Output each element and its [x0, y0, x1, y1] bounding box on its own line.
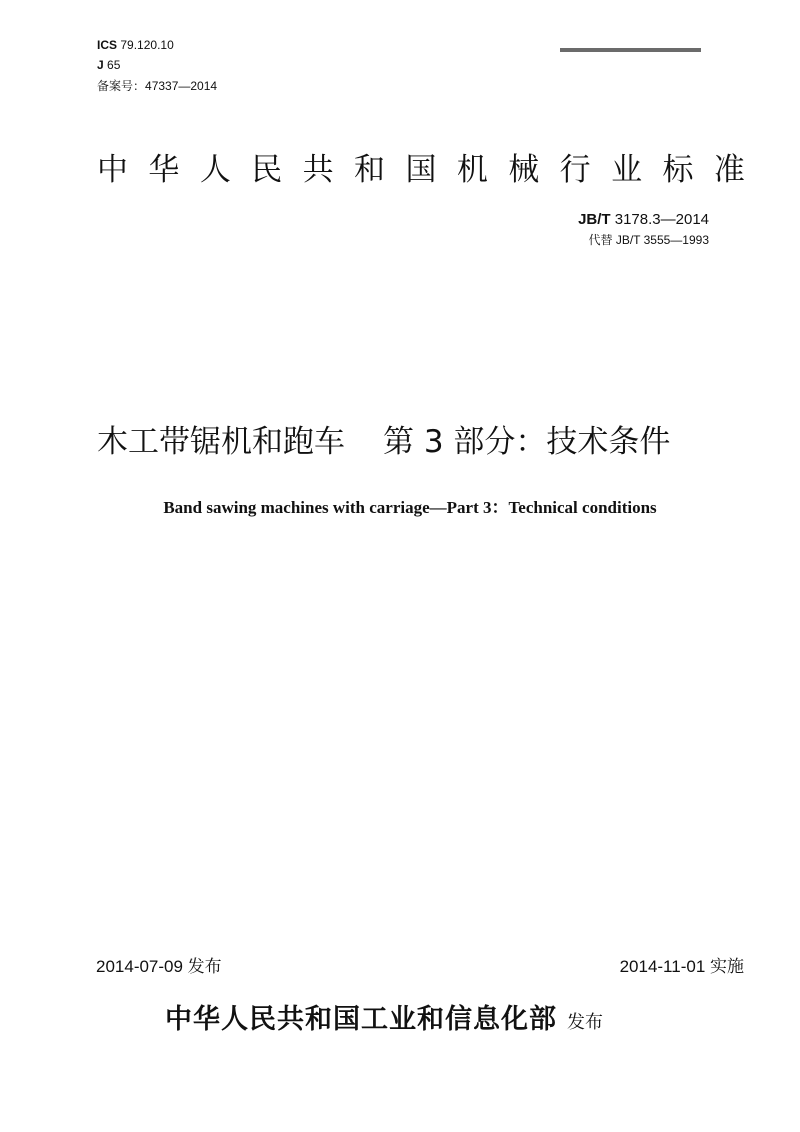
classification-prefix: J: [97, 58, 104, 72]
org-char: 业: [611, 152, 643, 188]
publisher: [165, 1002, 603, 1041]
org-char: 共: [302, 152, 334, 188]
org-char: 和: [354, 152, 386, 188]
classification-code: [97, 58, 120, 72]
document-title-chinese: [97, 422, 670, 462]
publisher-action: 发布: [567, 1012, 603, 1033]
standard-code-number: 3178.3—2014: [614, 211, 709, 228]
record-number: [97, 79, 217, 93]
publisher-organization: 中华人民共和国工业和信息化部: [165, 1004, 557, 1035]
standard-code-prefix: JB/T: [578, 211, 611, 228]
standard-organization-title: [97, 150, 745, 190]
org-char: 械: [508, 152, 540, 188]
header-rule: [560, 48, 701, 52]
record-label: 备案号：: [97, 79, 146, 93]
org-char: 行: [559, 152, 591, 188]
standard-number: [578, 211, 709, 229]
org-char: 准: [713, 152, 745, 188]
title-part: 第 3 部分：技术条件: [383, 424, 671, 460]
org-char: 国: [405, 152, 437, 188]
implementation-date: 2014-11-01 实施: [619, 957, 744, 976]
org-char: 标: [662, 152, 694, 188]
issue-date: 2014-07-09 发布: [96, 957, 222, 976]
org-char: 人: [199, 152, 231, 188]
ics-number: 79.120.10: [120, 38, 174, 52]
document-title-english: Band sawing machines with carriage—Part 3：Technical conditions: [163, 498, 657, 517]
classification-number: 65: [107, 58, 121, 72]
org-char: 华: [148, 152, 180, 188]
record-value: 47337—2014: [145, 79, 218, 93]
ics-prefix: ICS: [97, 38, 118, 52]
org-char: 中: [97, 152, 128, 188]
org-char: 民: [251, 152, 283, 188]
ics-code: [97, 38, 174, 52]
replaces-standard: 代替 JB/T 3555—1993: [588, 233, 709, 247]
org-char: 机: [456, 152, 488, 188]
title-main: 木工带锯机和跑车: [97, 424, 345, 460]
